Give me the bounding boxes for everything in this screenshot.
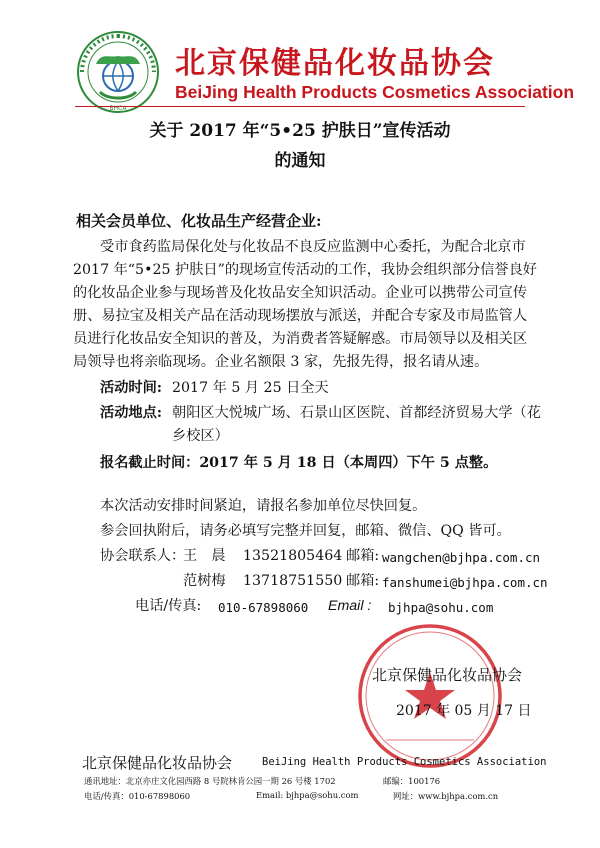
footer-org-name-en: BeiJing Health Products Cosmetics Association (262, 756, 547, 768)
contact1-phone: 13521805464 (243, 548, 343, 564)
official-seal (356, 622, 504, 770)
salutation: 相关会员单位、化妆品生产经营企业: (76, 212, 322, 230)
body-paragraph-line: 2017 年“5•25 护肤日”的现场宣传活动的工作，我协会组织部分信誉良好 (73, 262, 537, 278)
footer-website[interactable]: 网址：www.bjhpa.com.cn (393, 791, 499, 801)
activity-place-label: 活动地点: (100, 405, 162, 421)
contact2-phone: 13718751550 (243, 573, 343, 589)
letterhead-org-name-en: BeiJing Health Products Cosmetics Association (175, 82, 575, 102)
activity-time-value: 2017 年 5 月 25 日全天 (172, 380, 329, 396)
note-urgent: 本次活动安排时间紧迫，请报名参加单位尽快回复。 (100, 498, 427, 514)
body-paragraph-line: 员进行化妆品安全知识的普及，为消费者答疑解惑。市局领导以及相关区 (73, 331, 528, 347)
body-paragraph-line: 册、易拉宝及相关产品在活动现场摆放与派送，并配合专家及市局监管人 (73, 308, 528, 324)
body-paragraph-line: 的化妆品企业参与现场普及化妆品安全知识活动。企业可以携带公司宣传 (73, 285, 528, 301)
signature-date: 2017 年 05 月 17 日 (396, 703, 532, 719)
tel-label: 电话/传真: (135, 598, 202, 614)
signature-org: 北京保健品化妆品协会 (372, 666, 523, 684)
note-reply: 参会回执附后，请务必填写完整并回复，邮箱、微信、QQ 皆可。 (100, 523, 511, 539)
footer-postcode: 邮编：100176 (383, 776, 441, 786)
activity-place-value: 朝阳区大悦城广场、石景山区医院、首都经济贸易大学（花 (172, 405, 541, 421)
letterhead-divider (75, 106, 525, 107)
body-paragraph-line: 受市食药监局保化处与化妆品不良反应监测中心委托，为配合北京市 (100, 239, 526, 255)
email-label: Email : (328, 598, 372, 614)
contact2-email-link[interactable]: fanshumei@bjhpa.com.cn (382, 575, 548, 590)
activity-place-value-cont: 乡校区） (172, 428, 229, 444)
contact2-mail-label: 邮箱: (346, 573, 380, 589)
contact2-name: 范树梅 (183, 573, 226, 589)
footer-address: 通讯地址：北京亦庄文化园西路 8 号院林肯公园一期 26 号楼 1702 (84, 776, 336, 786)
contact1-email-link[interactable]: wangchen@bjhpa.com.cn (382, 550, 541, 565)
contact1-mail-label: 邮箱: (346, 548, 380, 564)
association-logo (76, 30, 160, 114)
notice-title-line1: 关于 2017 年“5•25 护肤日”宣传活动 (149, 121, 451, 141)
body-paragraph-line: 局领导也将亲临现场。企业名额限 3 家，先报先得，报名请从速。 (73, 354, 489, 370)
association-email-link[interactable]: bjhpa@sohu.com (388, 600, 494, 615)
footer-tel: 电话/传真：010-67898060 (84, 791, 191, 801)
svg-text:BHCA: BHCA (109, 105, 127, 112)
activity-time-label: 活动时间: (100, 380, 162, 396)
contact1-name: 王 晨 (183, 548, 226, 564)
letterhead-org-name: 北京保健品化妆品协会 (175, 46, 495, 81)
tel-value: 010-67898060 (218, 600, 309, 615)
registration-deadline: 报名截止时间：2017 年 5 月 18 日（本周四）下午 5 点整。 (100, 455, 498, 471)
footer-org-name: 北京保健品化妆品协会 (82, 754, 233, 772)
contact-label: 协会联系人： (100, 548, 186, 564)
notice-title-line2: 的通知 (274, 151, 326, 171)
footer-email: Email: bjhpa@sohu.com (256, 790, 359, 800)
